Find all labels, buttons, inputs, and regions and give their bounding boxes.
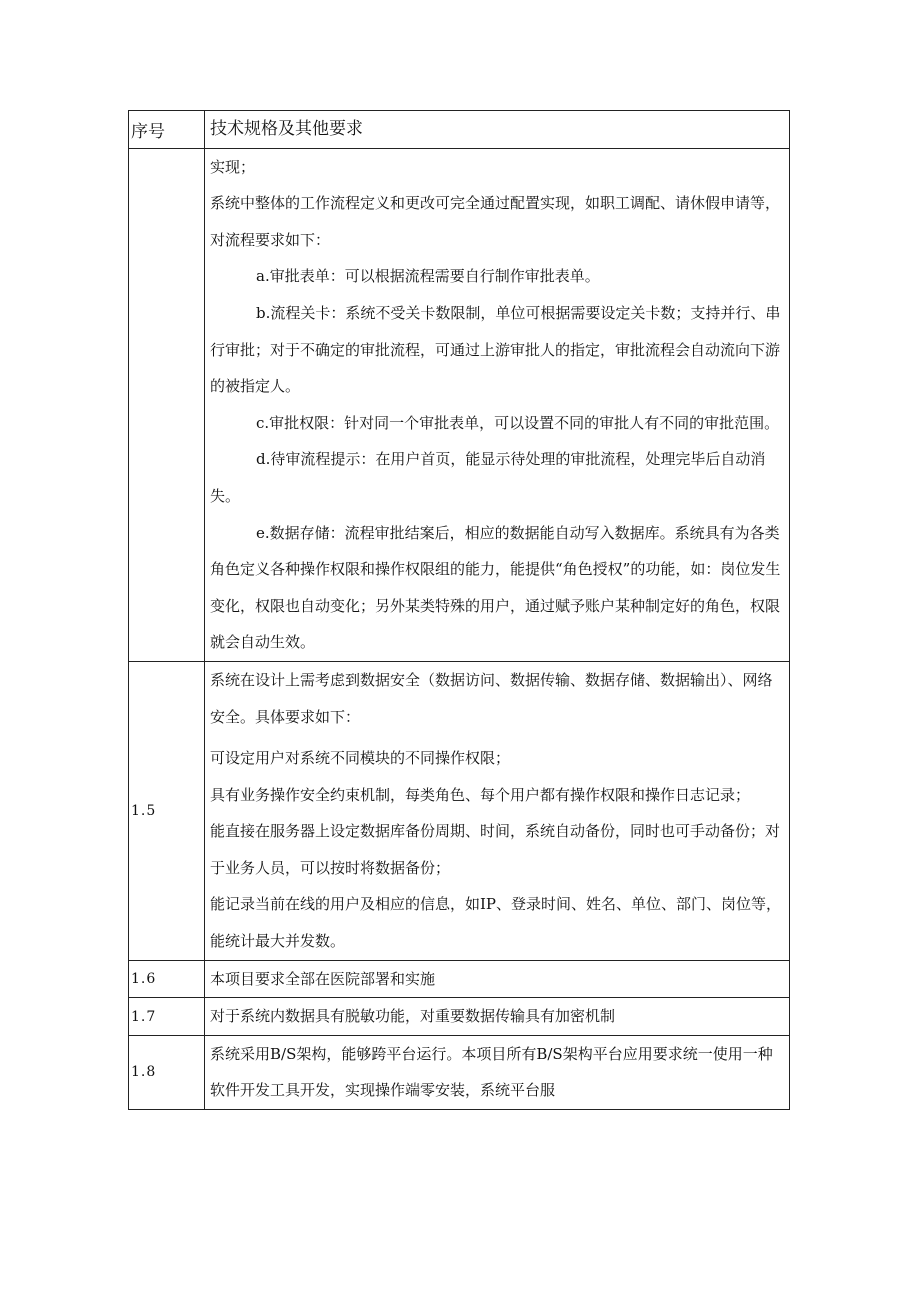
spec-paragraph: 可设定用户对系统不同模块的不同操作权限；	[210, 749, 511, 768]
row-spec	[205, 1035, 790, 1109]
row-spec	[205, 998, 790, 1036]
spec-list-item: e.数据存储：流程审批结案后，相应的数据能自动写入数据库。系统具有为各类角色定义各种操作权限和操作权限组的能力，能提供“角色授权”的功能，如：岗位发生变化，权限也自动变化；另外某类特殊的用户，通过赋予账户某种制定好的角色，权限就会自动生效。	[210, 523, 781, 652]
table-row	[129, 148, 790, 661]
spec-paragraph: 本项目要求全部在医院部署和实施	[210, 969, 436, 988]
row-seq: 1.8	[129, 1035, 205, 1109]
row-spec	[205, 148, 790, 661]
spec-paragraph: 能记录当前在线的用户及相应的信息，如IP、登录时间、姓名、单位、部门、岗位等，能统计最大并发数。	[210, 895, 782, 951]
spec-table	[128, 110, 790, 1110]
spec-paragraph: 系统在设计上需考虑到数据安全（数据访问、数据传输、数据存储、数据输出）、网络安全。具体要求如下：	[210, 670, 773, 726]
table-header-row	[129, 111, 790, 149]
spec-paragraph: 能直接在服务器上设定数据库备份周期、时间，系统自动备份，同时也可手动备份；对于业务人员，可以按时将数据备份；	[210, 822, 781, 877]
header-spec: 技术规格及其他要求	[205, 111, 790, 149]
spec-list-item: d.待审流程提示：在用户首页，能显示待处理的审批流程，处理完毕后自动消失。	[210, 450, 766, 505]
row-seq	[129, 148, 205, 661]
table-row	[129, 661, 790, 960]
spec-paragraph: 实现；	[210, 157, 256, 176]
table-row	[129, 1035, 790, 1109]
row-seq: 1.7	[129, 998, 205, 1036]
spec-list-item: a.审批表单：可以根据流程需要自行制作审批表单。	[256, 267, 600, 286]
spec-paragraph: 具有业务操作安全约束机制，每类角色、每个用户都有操作权限和操作日志记录；	[210, 785, 751, 804]
row-seq: 1.6	[129, 960, 205, 998]
spec-list-item: c.审批权限：针对同一个审批表单，可以设置不同的审批人有不同的审批范围。	[256, 413, 780, 432]
header-seq: 序号	[129, 111, 205, 149]
spec-paragraph: 系统采用B/S架构，能够跨平台运行。本项目所有B/S架构平台应用要求统一使用一种软件开发工具开发，实现操作端零安装，系统平台服	[210, 1044, 773, 1100]
row-spec	[205, 661, 790, 960]
spec-paragraph: 对于系统内数据具有脱敏功能，对重要数据传输具有加密机制	[210, 1007, 616, 1026]
row-seq: 1.5	[129, 661, 205, 960]
spec-list-item: b.流程关卡：系统不受关卡数限制，单位可根据需要设定关卡数；支持并行、串行审批；对于不确定的审批流程，可通过上游审批人的指定，审批流程会自动流向下游的被指定人。	[210, 303, 781, 396]
table-row	[129, 960, 790, 998]
table-row	[129, 998, 790, 1036]
spec-paragraph: 系统中整体的工作流程定义和更改可完全通过配置实现，如职工调配、请休假申请等，对流程要求如下：	[210, 194, 781, 249]
row-spec	[205, 960, 790, 998]
